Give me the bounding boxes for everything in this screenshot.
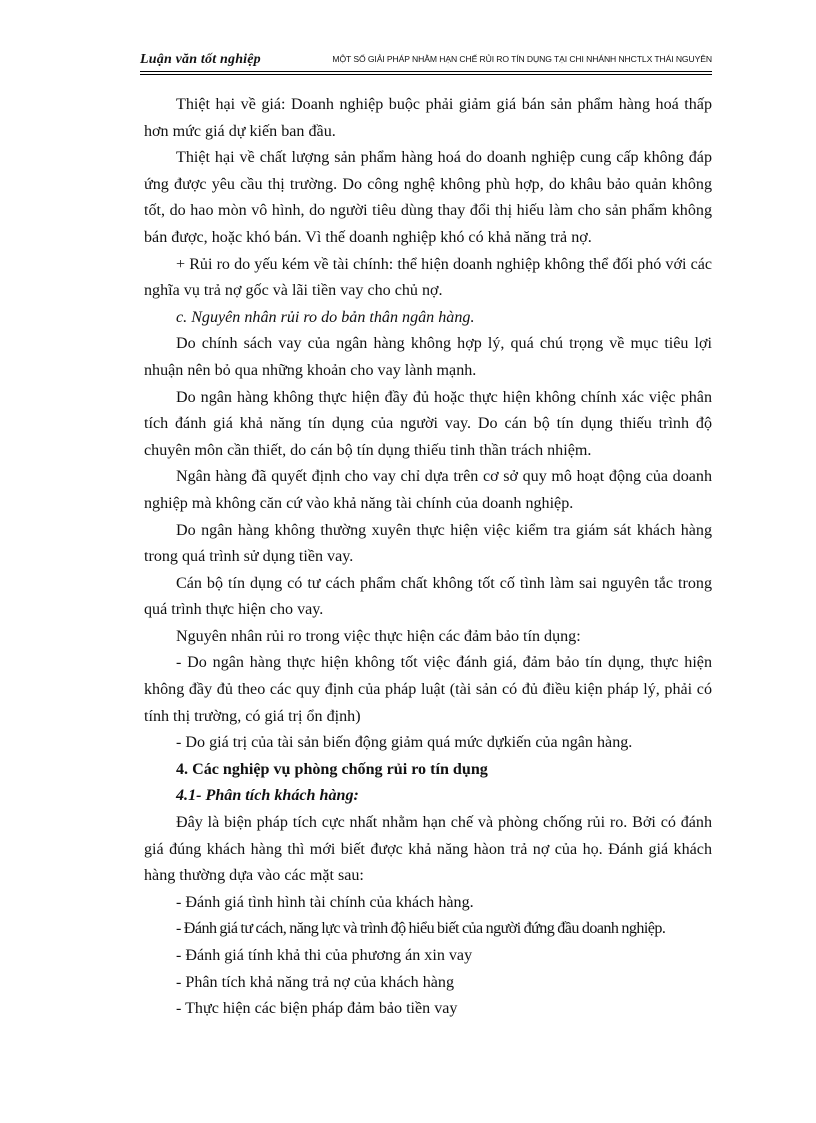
page-header [140,44,712,74]
list-item-analysis-3: - Đánh giá tính khả thi của phương án xin vay [176,947,473,964]
paragraph-quality-damage: Thiệt hại về chất lượng sản phẩm hàng hoá do doanh nghiệp cung cấp không đáp ứng được yêu cầu thị trường. Do công nghệ không phù hợp, do khâu bảo quản không tốt, do hao mòn vô hình, do người tiêu dùng thay đổi thị hiếu làm cho sản phẩm không bán được, hoặc khó bán. Vì thế doanh nghiệp khó có khả năng trả nợ. [144,149,712,246]
paragraph-monitoring: Do ngân hàng không thường xuyên thực hiện việc kiểm tra giám sát khách hàng trong quá trình sử dụng tiền vay. [144,521,712,566]
header-rule-top [140,71,712,72]
paragraph-price-damage: Thiệt hại về giá: Doanh nghiệp buộc phải giảm giá bán sản phẩm hàng hoá thấp hơn mức giá dự kiến ban đầu. [144,96,712,140]
list-item-analysis-2: - Đánh giá tư cách, năng lực và trình độ hiểu biết của người đứng đầu doanh nghiệp. [176,920,666,938]
subsection-heading-4-1: 4.1- Phân tích khách hàng: [176,787,359,805]
page-body [144,92,712,1023]
paragraph-financial-weakness: + Rủi ro do yếu kém về tài chính: thể hiện doanh nghiệp không thể đối phó với các nghĩa vụ trả nợ gốc và lãi tiền vay cho chủ nợ. [144,255,712,300]
paragraph-credit-analysis: Do ngân hàng không thực hiện đầy đủ hoặc thực hiện không chính xác việc phân tích đánh giá khả năng tín dụng của người vay. Do cán bộ tín dụng thiếu trình độ chuyên môn cần thiết, do cán bộ tín dụng thiếu tinh thần trách nhiệm. [144,388,712,459]
subheading-bank-causes: c. Nguyên nhân rủi ro do bản thân ngân hàng. [176,308,475,326]
paragraph-loan-policy: Do chính sách vay của ngân hàng không hợp lý, quá chú trọng về mục tiêu lợi nhuận nên bỏ qua những khoản cho vay lành mạnh. [144,335,712,379]
section-heading-4: 4. Các nghiệp vụ phòng chống rủi ro tín dụng [176,760,488,778]
paragraph-customer-analysis: Đây là biện pháp tích cực nhất nhằm hạn chế và phòng chống rủi ro. Bởi có đánh giá đúng khách hàng thì mới biết được khả năng hàon trả nợ của họ. Đánh giá khách hàng thường dựa vào các mặt sau: [144,814,712,885]
list-item-analysis-1: - Đánh giá tình hình tài chính của khách hàng. [176,893,474,911]
paragraph-guarantee-causes: Nguyên nhân rủi ro trong việc thực hiện các đảm bảo tín dụng: [176,627,581,645]
list-item-analysis-4: - Phân tích khả năng trả nợ của khách hàng [176,973,454,991]
list-item-analysis-5: - Thực hiện các biện pháp đảm bảo tiền vay [176,1000,458,1018]
header-rule-bottom [140,74,712,75]
header-thesis-label: Luận văn tốt nghiệp [140,52,261,67]
header-thesis-title: MỘT SỐ GIẢI PHÁP NHẰM HẠN CHẾ RỦI RO TÍN DỤNG TẠI CHI NHÁNH NHCTLX THÁI NGUYÊN [332,54,712,64]
list-item-guarantee-1: - Do ngân hàng thực hiện không tốt việc đánh giá, đảm bảo tín dụng, thực hiện không đầy đủ theo các quy định của pháp luật (tài sản có đủ điều kiện pháp lý, phải có tính thị trường, có giá trị ổn định) [144,654,712,725]
list-item-guarantee-2: - Do giá trị của tài sản biến động giảm quá mức dựkiến của ngân hàng. [176,734,633,752]
paragraph-staff-ethics: Cán bộ tín dụng có tư cách phẩm chất không tốt cố tình làm sai nguyên tắc trong quá trình thực hiện cho vay. [144,574,712,619]
paragraph-decision-basis: Ngân hàng đã quyết định cho vay chỉ dựa trên cơ sở quy mô hoạt động của doanh nghiệp mà không căn cứ vào khả năng tài chính của doanh nghiệp. [144,468,712,512]
